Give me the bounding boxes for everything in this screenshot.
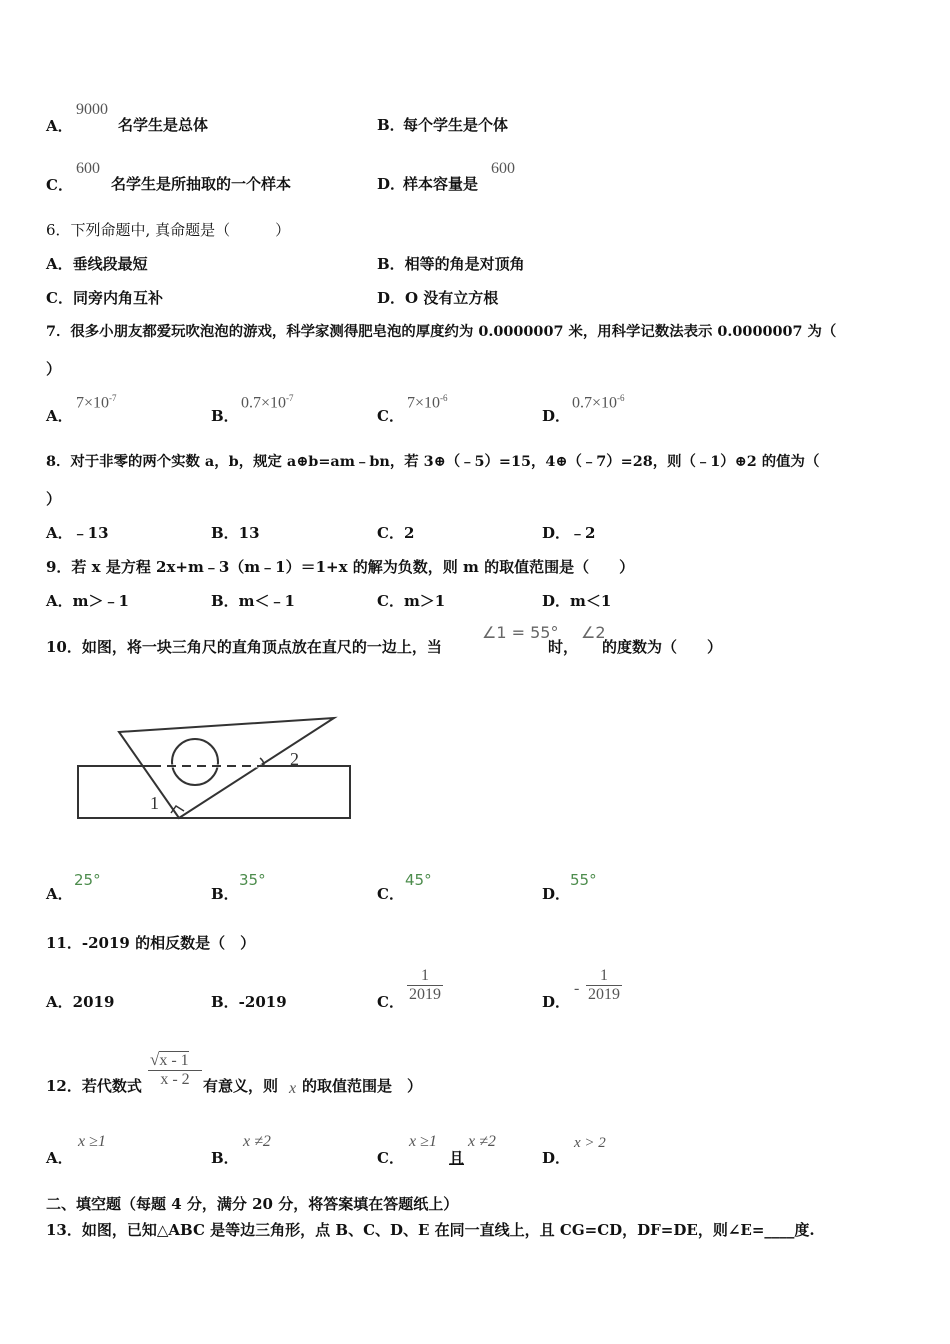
q9-option-d: D．m＜1 — [542, 592, 612, 610]
q8-option-b: B．13 — [211, 524, 260, 542]
q7-option-d-math: $0.7\times 10^{-6}$ — [572, 393, 625, 412]
q10-figure — [72, 708, 362, 832]
q12-option-c-math2: x ≠2 — [468, 1133, 496, 1150]
q12-stem-before: 12．若代数式 — [46, 1077, 142, 1095]
q11-option-b: B．-2019 — [211, 993, 287, 1011]
q7-stem-line1: 7．很多小朋友都爱玩吹泡泡的游戏，科学家测得肥皂泡的厚度约为 0.0000007 米，用科学记数法表示 0.0000007 为（ — [46, 323, 837, 340]
q7-option-b-math: $0.7\times 10^{-7}$ — [241, 393, 294, 412]
q12-option-c-label: C． — [377, 1149, 404, 1167]
q7-option-d-label: D． — [542, 407, 571, 425]
q12-option-b-math: x ≠2 — [243, 1133, 271, 1150]
q9-option-b: B．m＜﹣1 — [211, 592, 295, 610]
q10-option-c-math: 45° — [405, 871, 432, 889]
angle-2-label: 2 — [290, 749, 299, 769]
q8-stem-line1: 8．对于非零的两个实数 a，b，规定 a⊕b=am﹣bn，若 3⊕（﹣5）=15，4⊕（﹣7）=28，则（﹣1）⊕2 的值为（ — [46, 453, 820, 470]
q5-option-a-text: 名学生是总体 — [118, 116, 209, 134]
q11-option-d-fraction: $\frac{1}{2019}$ — [588, 967, 620, 1003]
q5-option-c-math: 600 — [76, 160, 100, 177]
q6-option-a: A．垂线段最短 — [46, 255, 148, 273]
q9-stem: 9．若 x 是方程 2x+m﹣3（m﹣1）＝1+x 的解为负数，则 m 的取值范围是（ ） — [46, 558, 635, 576]
q5-option-d-label: D． — [377, 175, 406, 193]
q11-option-c-label: C． — [377, 993, 404, 1011]
q7-option-c-math: $7\times 10^{-6}$ — [407, 393, 448, 412]
q11-option-c-fraction: $\frac{1}{2019}$ — [409, 967, 441, 1003]
q11-option-a: A．2019 — [46, 993, 115, 1011]
q10-stem-after: 的度数为（ ） — [602, 638, 723, 656]
q10-option-a-math: 25° — [74, 871, 101, 889]
q10-option-a-label: A． — [46, 885, 73, 903]
q11-stem: 11．-2019 的相反数是（ ） — [46, 934, 256, 952]
q6-option-b: B．相等的角是对顶角 — [377, 255, 525, 273]
q10-option-d-label: D． — [542, 885, 571, 903]
q11-option-d-sign: - — [574, 980, 580, 997]
q9-option-c: C．m＞1 — [377, 592, 446, 610]
q5-option-d-text: 样本容量是 — [403, 175, 479, 193]
section-2-title: 二、填空题（每题 4 分，满分 20 分，将答案填在答题纸上） — [46, 1195, 459, 1213]
q13-stem: 13．如图，已知△ABC 是等边三角形，点 B、C、D、E 在同一直线上，且 CG=CD，DF=DE，则∠E=____度. — [46, 1221, 815, 1239]
q12-option-b-label: B． — [211, 1149, 239, 1167]
q6-option-d: D．O 没有立方根 — [377, 289, 499, 307]
q10-option-c-label: C． — [377, 885, 404, 903]
q5-option-b-text: 每个学生是个体 — [403, 116, 509, 134]
q5-option-c-label: C． — [46, 176, 73, 194]
q12-option-c-and: 且 — [449, 1149, 465, 1167]
q7-option-a-label: A． — [46, 407, 73, 425]
q12-variable: x — [289, 1080, 297, 1097]
q12-option-d-label: D． — [542, 1149, 571, 1167]
q12-stem-after: 的取值范围是 ） — [302, 1077, 423, 1095]
q6-option-c: C．同旁内角互补 — [46, 289, 163, 307]
q12-option-a-math: x ≥1 — [78, 1133, 106, 1150]
q10-angle1-math: ∠1 = 55° — [482, 623, 559, 642]
q10-option-b-label: B． — [211, 885, 239, 903]
q10-angle2-math: ∠2 — [581, 623, 606, 642]
right-angle-mark — [171, 806, 184, 813]
q10-option-b-math: 35° — [239, 871, 266, 889]
q8-option-c: C．2 — [377, 524, 415, 542]
q12-option-a-label: A． — [46, 1149, 73, 1167]
q8-option-d: D．﹣2 — [542, 524, 596, 542]
q5-option-a-label: A． — [46, 117, 73, 135]
q8-stem-line2: ） — [46, 490, 62, 508]
q11-option-d-label: D． — [542, 993, 571, 1011]
q5-option-d-math: 600 — [491, 160, 515, 177]
q7-option-a-math: $7\times 10^{-7}$ — [76, 393, 117, 412]
q12-option-d-math: x > 2 — [574, 1135, 606, 1151]
q7-stem-line2: ） — [46, 360, 62, 378]
q10-option-d-math: 55° — [570, 871, 597, 889]
q10-stem-before: 10．如图，将一块三角尺的直角顶点放在直尺的一边上，当 — [46, 638, 442, 656]
q10-stem-middle: 时， — [548, 638, 579, 656]
q5-option-c-text: 名学生是所抽取的一个样本 — [111, 175, 292, 193]
q12-option-c-math1: x ≥1 — [409, 1133, 437, 1150]
q12-stem-middle: 有意义，则 — [203, 1077, 279, 1095]
triangle-hole — [172, 739, 218, 785]
q8-option-a: A．﹣13 — [46, 524, 109, 542]
q5-option-a-math: 9000 — [76, 101, 108, 118]
q9-option-a: A．m＞﹣1 — [46, 592, 129, 610]
angle-1-label: 1 — [150, 793, 159, 813]
ruler-triangle-diagram — [72, 708, 362, 828]
q7-option-b-label: B． — [211, 407, 239, 425]
q12-expression: $\frac{√x - 1}{x - 2}$ — [148, 1050, 202, 1089]
q6-stem: 6．下列命题中, 真命题是（ ） — [46, 221, 291, 239]
q5-option-b-label: B． — [377, 116, 405, 134]
q7-option-c-label: C． — [377, 407, 404, 425]
